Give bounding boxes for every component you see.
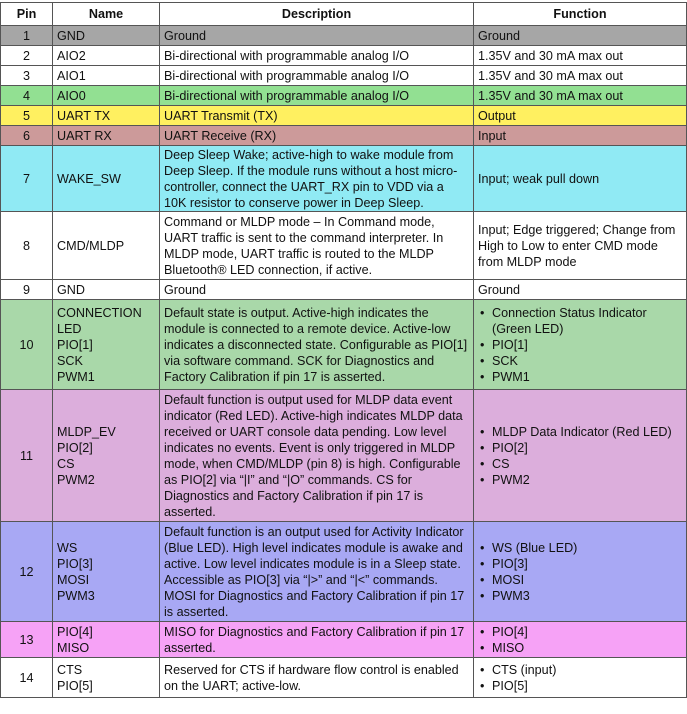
header-function: Function xyxy=(474,3,687,26)
pin-name-line: UART TX xyxy=(57,108,111,123)
pin-name-line: PIO[5] xyxy=(57,678,93,693)
pin-name-line: AIO2 xyxy=(57,48,86,63)
pin-name xyxy=(53,280,160,300)
pin-function: 1.35V and 30 mA max out xyxy=(474,66,687,86)
function-list-item: • Connection Status Indicator (Green LED) xyxy=(478,305,682,337)
pin-name-line: MOSI xyxy=(57,572,90,587)
pin-number: 13 xyxy=(1,622,53,658)
function-list xyxy=(478,662,682,694)
table-row xyxy=(1,66,687,86)
table-row xyxy=(1,126,687,146)
pin-description: Ground xyxy=(160,26,474,46)
pin-number: 14 xyxy=(1,658,53,698)
header-description: Description xyxy=(160,3,474,26)
pin-function: Ground xyxy=(474,26,687,46)
table-row xyxy=(1,300,687,390)
pin-name-line: MLDP_EV xyxy=(57,424,116,439)
pin-name-line: CONNECTION xyxy=(57,305,142,320)
header-pin: Pin xyxy=(1,3,53,26)
pin-function: 1.35V and 30 mA max out xyxy=(474,46,687,66)
pin-name-line: PIO[4] xyxy=(57,624,93,639)
function-list-item: • MISO xyxy=(478,640,682,656)
pin-name-line: GND xyxy=(57,282,85,297)
pin-name-line: PIO[1] xyxy=(57,337,93,352)
header-name: Name xyxy=(53,3,160,26)
table-row xyxy=(1,26,687,46)
table-header-row xyxy=(1,3,687,26)
function-list-item: • PWM2 xyxy=(478,472,682,488)
pin-name xyxy=(53,106,160,126)
pin-function: 1.35V and 30 mA max out xyxy=(474,86,687,106)
pin-name-line: PIO[2] xyxy=(57,440,93,455)
pin-name-line: AIO1 xyxy=(57,68,86,83)
table-row xyxy=(1,212,687,280)
pin-description: Deep Sleep Wake; active-high to wake module from Deep Sleep. If the module runs without a host micro-controller, connect the UART_RX pin to VDD via a 10K resistor to conserve power in Deep Sleep. xyxy=(160,146,474,212)
pin-name-line: LED xyxy=(57,321,82,336)
pin-function: Input; Edge triggered; Change from High to Low to enter CMD mode from MLDP mode xyxy=(474,212,687,280)
function-list-item: • SCK xyxy=(478,353,682,369)
pin-description: Bi-directional with programmable analog I/O xyxy=(160,66,474,86)
pin-function: Ground xyxy=(474,280,687,300)
pin-function xyxy=(474,390,687,522)
table-row xyxy=(1,390,687,522)
pin-description: Bi-directional with programmable analog I/O xyxy=(160,86,474,106)
pin-name xyxy=(53,212,160,280)
pin-name-line: CS xyxy=(57,456,75,471)
function-list-item: • PWM1 xyxy=(478,369,682,385)
pin-function: Output xyxy=(474,106,687,126)
pin-name xyxy=(53,26,160,46)
pin-number: 9 xyxy=(1,280,53,300)
pin-function: Input xyxy=(474,126,687,146)
pin-description: UART Transmit (TX) xyxy=(160,106,474,126)
pin-name xyxy=(53,522,160,622)
function-list-item: • CS xyxy=(478,456,682,472)
pin-name-line: CMD/MLDP xyxy=(57,238,125,253)
pin-description: Default function is output used for MLDP data event indicator (Red LED). Active-high indicates MLDP data received or UART console data pending. Low level indicates no events. Event is only triggered in MLDP mode, when CMD/MLDP (pin 8) is high. Configurable as PIO[2] via “|I” and “|O” commands. CS for Diagnostics and Factory Calibration if pin 17 is asserted. xyxy=(160,390,474,522)
table-row xyxy=(1,280,687,300)
table-body xyxy=(1,26,687,698)
pin-function xyxy=(474,658,687,698)
pin-number: 1 xyxy=(1,26,53,46)
table-row xyxy=(1,106,687,126)
pin-number: 7 xyxy=(1,146,53,212)
pin-number: 10 xyxy=(1,300,53,390)
table-row xyxy=(1,86,687,106)
pin-description: Ground xyxy=(160,280,474,300)
table-row xyxy=(1,46,687,66)
pin-name-line: SCK xyxy=(57,353,83,368)
table-row xyxy=(1,658,687,698)
pin-name-line: CTS xyxy=(57,662,83,677)
function-list-item: • CTS (input) xyxy=(478,662,682,678)
pin-name-line: PIO[3] xyxy=(57,556,93,571)
pin-name xyxy=(53,300,160,390)
pin-number: 5 xyxy=(1,106,53,126)
pin-name-line: MISO xyxy=(57,640,90,655)
pin-number: 11 xyxy=(1,390,53,522)
pin-description: Bi-directional with programmable analog I/O xyxy=(160,46,474,66)
pin-number: 4 xyxy=(1,86,53,106)
pin-function: Input; weak pull down xyxy=(474,146,687,212)
function-list-item: • PIO[2] xyxy=(478,440,682,456)
function-list xyxy=(478,624,682,656)
function-list-item: • WS (Blue LED) xyxy=(478,540,682,556)
pin-name xyxy=(53,390,160,522)
pin-name-line: UART RX xyxy=(57,128,112,143)
pin-name xyxy=(53,622,160,658)
function-list-item: • PWM3 xyxy=(478,588,682,604)
function-list xyxy=(478,305,682,385)
pin-name xyxy=(53,66,160,86)
pin-name xyxy=(53,86,160,106)
pin-description: UART Receive (RX) xyxy=(160,126,474,146)
pin-name-line: WAKE_SW xyxy=(57,171,121,186)
function-list-item: • PIO[5] xyxy=(478,678,682,694)
function-list-item: • MLDP Data Indicator (Red LED) xyxy=(478,424,682,440)
pin-description-table xyxy=(0,2,687,698)
pin-name xyxy=(53,658,160,698)
pin-description: Default function is an output used for Activity Indicator (Blue LED). High level indicates module is awake and active. Low level indicates module is in a Sleep state. Accessible as PIO[3] via “|>” and “|<” commands. MOSI for Diagnostics and Factory Calibration if pin 17 is asserted. xyxy=(160,522,474,622)
function-list xyxy=(478,424,682,488)
pin-function xyxy=(474,522,687,622)
pin-number: 6 xyxy=(1,126,53,146)
pin-description: Command or MLDP mode – In Command mode, UART traffic is sent to the command interpreter. In MLDP mode, UART traffic is routed to the MLDP Bluetooth® LED connection, if active. xyxy=(160,212,474,280)
pin-name xyxy=(53,146,160,212)
function-list-item: • MOSI xyxy=(478,572,682,588)
pin-description: MISO for Diagnostics and Factory Calibration if pin 17 asserted. xyxy=(160,622,474,658)
function-list-item: • PIO[1] xyxy=(478,337,682,353)
function-list-item: • PIO[3] xyxy=(478,556,682,572)
pin-number: 12 xyxy=(1,522,53,622)
function-list xyxy=(478,540,682,604)
pin-name xyxy=(53,126,160,146)
pin-name-line: PWM3 xyxy=(57,588,95,603)
pin-number: 8 xyxy=(1,212,53,280)
pin-name-line: WS xyxy=(57,540,78,555)
pin-description: Reserved for CTS if hardware flow control is enabled on the UART; active-low. xyxy=(160,658,474,698)
pin-name-line: AIO0 xyxy=(57,88,86,103)
pin-description: Default state is output. Active-high indicates the module is connected to a remote device. Active-low indicates a disconnected state. Configurable as PIO[1] via software command. SCK for Diagnostics and Factory Calibration if pin 17 is asserted. xyxy=(160,300,474,390)
pin-name xyxy=(53,46,160,66)
table-row xyxy=(1,622,687,658)
table-row xyxy=(1,146,687,212)
pin-number: 3 xyxy=(1,66,53,86)
pin-number: 2 xyxy=(1,46,53,66)
table-row xyxy=(1,522,687,622)
function-list-item: • PIO[4] xyxy=(478,624,682,640)
pin-name-line: GND xyxy=(57,28,85,43)
pin-function xyxy=(474,622,687,658)
pin-function xyxy=(474,300,687,390)
pin-name-line: PWM1 xyxy=(57,369,95,384)
pin-name-line: PWM2 xyxy=(57,472,95,487)
